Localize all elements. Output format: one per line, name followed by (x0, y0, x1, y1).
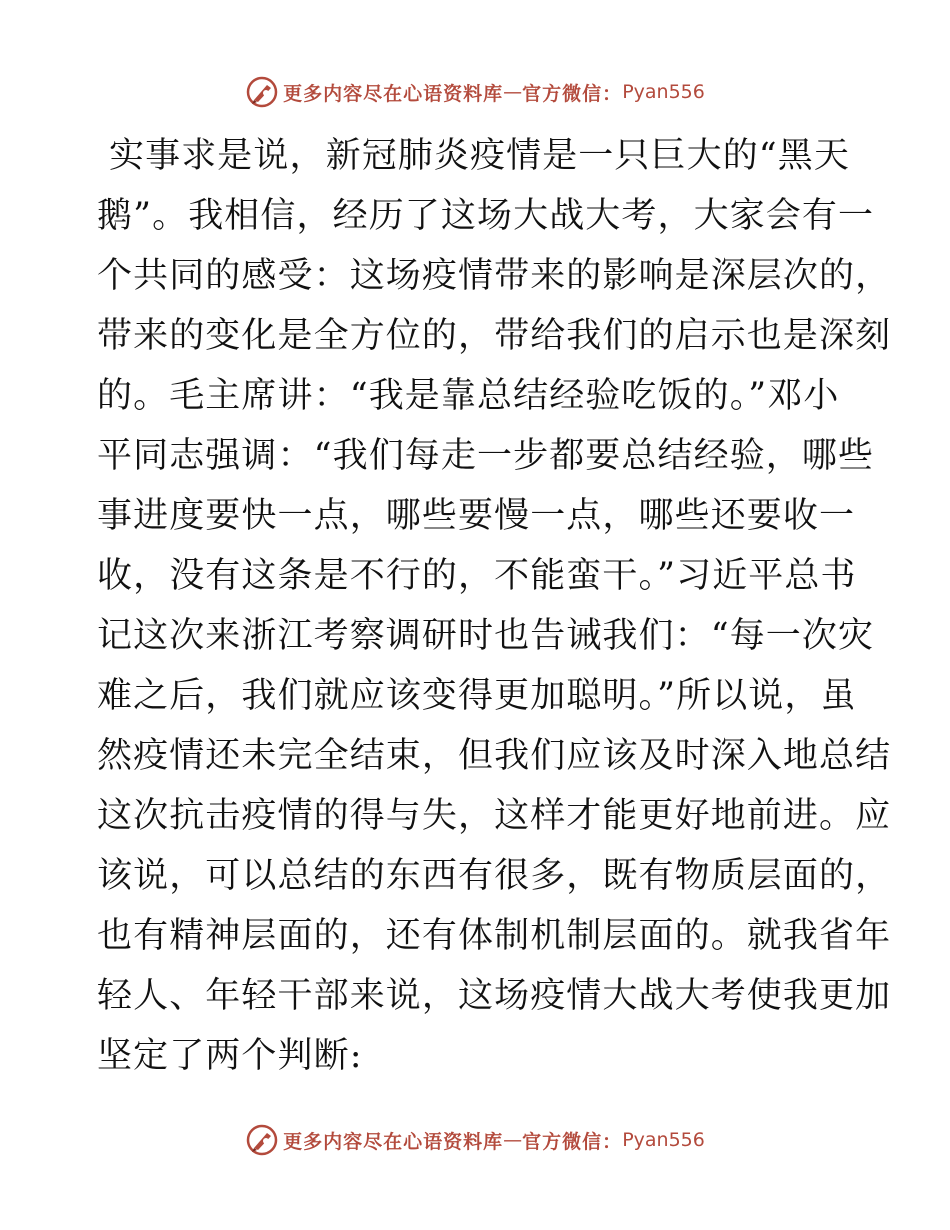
text-line: 该说，可以总结的东西有很多，既有物质层面的， (97, 856, 892, 896)
footer-watermark (0, 1120, 950, 1160)
text-line: 轻人、年轻干部来说，这场疫情大战大考使我更加 (97, 976, 892, 1016)
text-line: 坚定了两个判断: (97, 1036, 363, 1076)
text-line: 个共同的感受：这场疫情带来的影响是深层次的， (97, 256, 892, 296)
watermark-dash: — (503, 1129, 523, 1151)
watermark-text: 更多内容尽在心语资料库 (283, 1130, 504, 1153)
text-line: 记这次来浙江考察调研时也告诫我们：“每一次灾 (97, 616, 875, 656)
text-line: 实事求是说，新冠肺炎疫情是一只巨大的“黑天 (109, 136, 850, 176)
pen-logo-icon (245, 1123, 279, 1157)
text-line: 难之后，我们就应该变得更加聪明。”所以说，虽 (97, 676, 857, 716)
text-line: 这次抗击疫情的得与失，这样才能更好地前进。应 (97, 796, 892, 836)
text-line: 收，没有这条是不行的，不能蛮干。”习近平总书 (97, 556, 857, 596)
text-line: 平同志强调：“我们每走一步都要总结经验，哪些 (97, 436, 875, 476)
pen-logo-icon (245, 75, 279, 109)
document-body (97, 126, 892, 1086)
watermark-account: Pyan556 (622, 1129, 705, 1151)
text-line: 也有精神层面的，还有体制机制层面的。就我省年 (97, 916, 892, 956)
text-line: 鹅”。我相信，经历了这场大战大考，大家会有一 (97, 196, 875, 236)
watermark-text: 更多内容尽在心语资料库 (283, 82, 504, 105)
watermark-label: 官方微信： (522, 1130, 623, 1153)
watermark-label: 官方微信： (522, 82, 623, 105)
watermark-dash: — (503, 81, 523, 103)
header-watermark (0, 72, 950, 112)
text-line: 事进度要快一点，哪些要慢一点，哪些还要收一 (97, 496, 856, 536)
watermark-account: Pyan556 (622, 81, 705, 103)
text-line: 的。毛主席讲：“我是靠总结经验吃饭的。”邓小 (97, 376, 840, 416)
text-line: 然疫情还未完全结束，但我们应该及时深入地总结 (97, 736, 892, 776)
text-line: 带来的变化是全方位的，带给我们的启示也是深刻 (97, 316, 892, 356)
